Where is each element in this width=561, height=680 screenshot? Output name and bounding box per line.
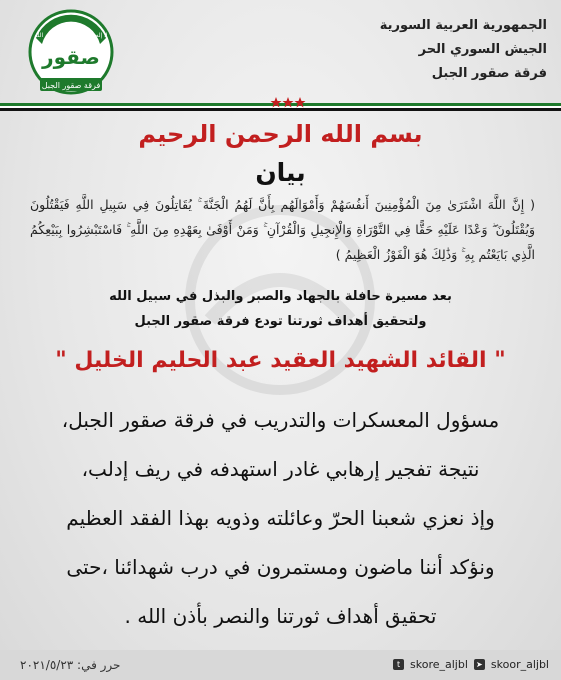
twitter-icon: t — [393, 659, 404, 670]
issue-date-value: ٢٠٢١/٥/٢٣ — [20, 658, 74, 672]
body-line: نتيجة تفجير إرهابي غادر استهدفه في ريف إدلب، — [81, 457, 480, 481]
intro-line-1: بعد مسيرة حافلة بالجهاد والصبر والبذل في سبيل الله — [109, 289, 452, 304]
issue-date — [20, 658, 120, 672]
intro-text — [0, 284, 561, 334]
division-logo — [22, 8, 120, 100]
social-handle-1[interactable]: skore_aljbl — [410, 658, 468, 671]
footer-bar — [0, 650, 561, 680]
body-line: مسؤول المعسكرات والتدريب في فرقة صقور الجبل، — [61, 408, 500, 432]
header-division: فرقة صقور الجبل — [431, 66, 547, 81]
flag-stars-icon — [268, 95, 308, 109]
statement-body — [0, 396, 561, 641]
header-country: الجمهورية العربية السورية — [379, 18, 547, 33]
social-handle-2[interactable]: skoor_aljbl — [490, 658, 549, 671]
body-line: ونؤكد أننا ماضون ومستمرون في درب شهدائنا ،حتى — [66, 555, 495, 579]
intro-line-2: ولتحقيق أهداف ثورتنا تودع فرقة صقور الجبل — [134, 314, 427, 329]
logo-banner-text: لا إله إلا الله محمد رسول الله — [34, 32, 108, 39]
header-text — [347, 14, 547, 86]
issue-date-label: حرر في: — [77, 658, 121, 672]
bismillah: بسم الله الرحمن الرحيم — [138, 120, 423, 148]
body-line: تحقيق أهداف ثورتنا والنصر بأذن الله . — [124, 604, 437, 628]
martyr-name: " القائد الشهيد العقيد عبد الحليم الخليل " — [55, 348, 506, 373]
header-army: الجيش السوري الحر — [418, 42, 547, 57]
social-handles — [393, 658, 549, 671]
logo-caption-text: فرقة صقور الجبل — [41, 81, 101, 90]
logo-script-text: صقور — [42, 45, 100, 69]
document-title: بيان — [255, 158, 306, 187]
telegram-icon: ➤ — [474, 659, 485, 670]
body-line: وإذ نعزي شعبنا الحرّ وعائلته وذويه بهذا الفقد العظيم — [66, 506, 495, 530]
quran-verse: ( إِنَّ اللَّهَ اشْتَرَىٰ مِنَ الْمُؤْمِنِينَ أَنفُسَهُمْ وَأَمْوَالَهُم بِأَنَّ لَهُمُ الْجَنَّةَ ۚ يُقَاتِلُونَ فِي سَبِيلِ اللَّهِ فَيَقْتُلُونَ وَيُقْتَلُونَ ۖ وَعْدًا عَلَيْهِ حَقًّا فِي التَّوْرَاةِ وَالْإِنجِيلِ وَالْقُرْآنِ ۚ وَمَنْ أَوْفَىٰ بِعَهْدِهِ مِنَ اللَّهِ ۚ فَاسْتَبْشِرُوا بِبَيْعِكُمُ الَّذِي بَايَعْتُم بِهِ ۚ وَذَٰلِكَ هُوَ الْفَوْزُ الْعَظِيمُ ) — [30, 197, 535, 262]
